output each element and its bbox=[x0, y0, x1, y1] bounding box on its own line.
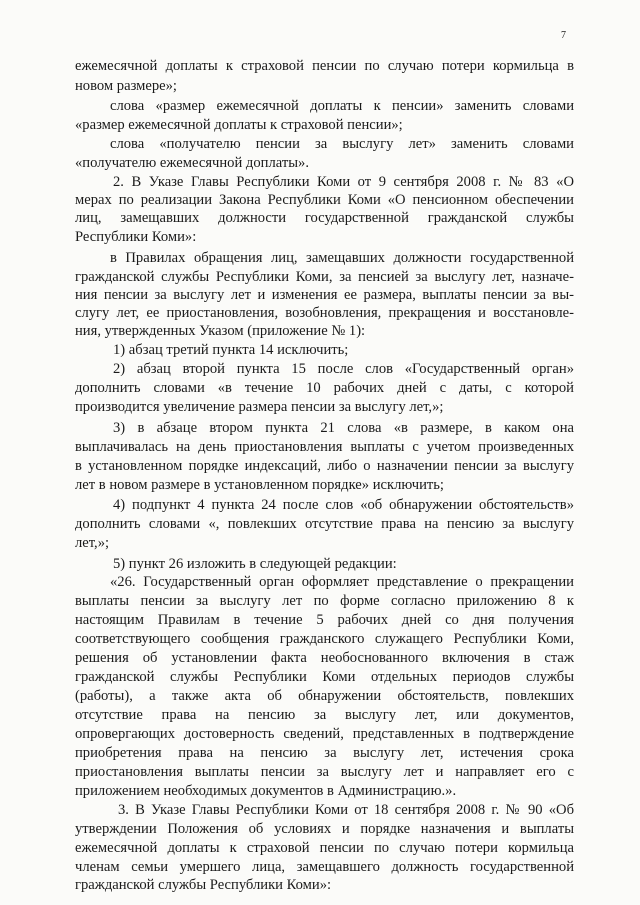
text-line: дополнить словами «в течение 10 рабочих дней с даты, с которой bbox=[75, 380, 574, 396]
text-line: дополнить словами «, повлекших отсутствие права на пенсию за выслугу bbox=[75, 516, 574, 532]
text-line: настоящим Правилам в течение 5 рабочих дней со дня получения bbox=[75, 612, 574, 628]
text-line: (работы), а также акта об обнаружении обстоятельств, повлекших bbox=[75, 688, 574, 704]
text-line: лет в новом размере в установленном порядке» исключить; bbox=[75, 477, 444, 493]
text-line: «26. Государственный орган оформляет представление о прекращении bbox=[110, 574, 574, 590]
text-line: производится увеличение размера пенсии за выслугу лет,»; bbox=[75, 399, 444, 415]
text-line: приложением необходимых документов в Администрацию.». bbox=[75, 783, 457, 799]
text-line: лет,»; bbox=[75, 535, 110, 551]
text-line: 3. В Указе Главы Республики Коми от 18 сентября 2008 г. № 90 «Об bbox=[118, 802, 574, 818]
text-line: гражданской службы Республики Коми»: bbox=[75, 877, 332, 893]
text-line: отсутствие права на пенсию за выслугу лет, или документов, bbox=[75, 707, 574, 723]
text-line: 5) пункт 26 изложить в следующей редакции: bbox=[113, 556, 397, 572]
text-line: 3) в абзаце втором пункта 21 слова «в размере, в каком она bbox=[113, 420, 574, 436]
text-line: ния, утвержденных Указом (приложение № 1): bbox=[75, 323, 366, 339]
text-line: ежемесячной доплаты к страховой пенсии по случаю потери кормильца bbox=[75, 840, 574, 856]
text-line: опровергающих достоверность сведений, представленных в подтверждение bbox=[75, 726, 574, 742]
text-line: ежемесячной доплаты к страховой пенсии по случаю потери кормильца в bbox=[75, 58, 574, 74]
text-line: членам семьи умершего лица, замещавшего должность государственной bbox=[75, 859, 574, 875]
text-line: 2) абзац второй пункта 15 после слов «Государственный орган» bbox=[113, 361, 574, 377]
text-line: слова «получателю пенсии за выслугу лет» заменить словами bbox=[110, 136, 574, 152]
text-line: слугу лет, ее приостановления, возобновления, прекращения и восстановле- bbox=[75, 305, 574, 321]
text-line: гражданской службы Республики Коми отдельных периодов службы bbox=[75, 669, 574, 685]
text-line: в установленном порядке индексаций, либо о назначении пенсии за выслугу bbox=[75, 458, 574, 474]
text-line: приобретения права на пенсию за выслугу лет, истечения срока bbox=[75, 745, 574, 761]
text-line: решения об установлении факта необоснованного включения в стаж bbox=[75, 650, 574, 666]
text-line: 1) абзац третий пункта 14 исключить; bbox=[113, 342, 349, 358]
text-line: в Правилах обращения лиц, замещавших должности государственной bbox=[110, 250, 574, 266]
text-line: приостановления выплаты пенсии за выслугу лет и направляет его с bbox=[75, 764, 574, 780]
text-line: 4) подпункт 4 пункта 24 после слов «об обнаружении обстоятельств» bbox=[113, 497, 574, 513]
text-line: соответствующего сообщения гражданского служащего Республики Коми, bbox=[75, 631, 574, 647]
text-line: ния пенсии за выслугу лет и изменения ее размера, выплаты пенсии за вы- bbox=[75, 287, 574, 303]
text-line: «получателю ежемесячной доплаты». bbox=[75, 155, 309, 171]
text-line: выплачивалась на день приостановления выплаты с учетом произведенных bbox=[75, 439, 574, 455]
text-line: выплаты пенсии за выслугу лет по форме согласно приложению 8 к bbox=[75, 593, 574, 609]
text-line: новом размере»; bbox=[75, 78, 177, 94]
text-line: 2. В Указе Главы Республики Коми от 9 сентября 2008 г. № 83 «О bbox=[113, 174, 574, 190]
text-line: гражданской службы Республики Коми, за пенсией за выслугу лет, назначе- bbox=[75, 269, 574, 285]
page-number: 7 bbox=[561, 30, 566, 41]
text-line: «размер ежемесячной доплаты к страховой пенсии»; bbox=[75, 117, 403, 133]
text-line: утверждении Положения об условиях и порядке назначения и выплаты bbox=[75, 821, 574, 837]
text-line: Республики Коми»: bbox=[75, 229, 197, 245]
text-line: мерах по реализации Закона Республики Коми «О пенсионном обеспечении bbox=[75, 192, 574, 208]
text-line: лиц, замещавших должности государственной гражданской службы bbox=[75, 210, 574, 226]
text-line: слова «размер ежемесячной доплаты к пенсии» заменить словами bbox=[110, 98, 574, 114]
